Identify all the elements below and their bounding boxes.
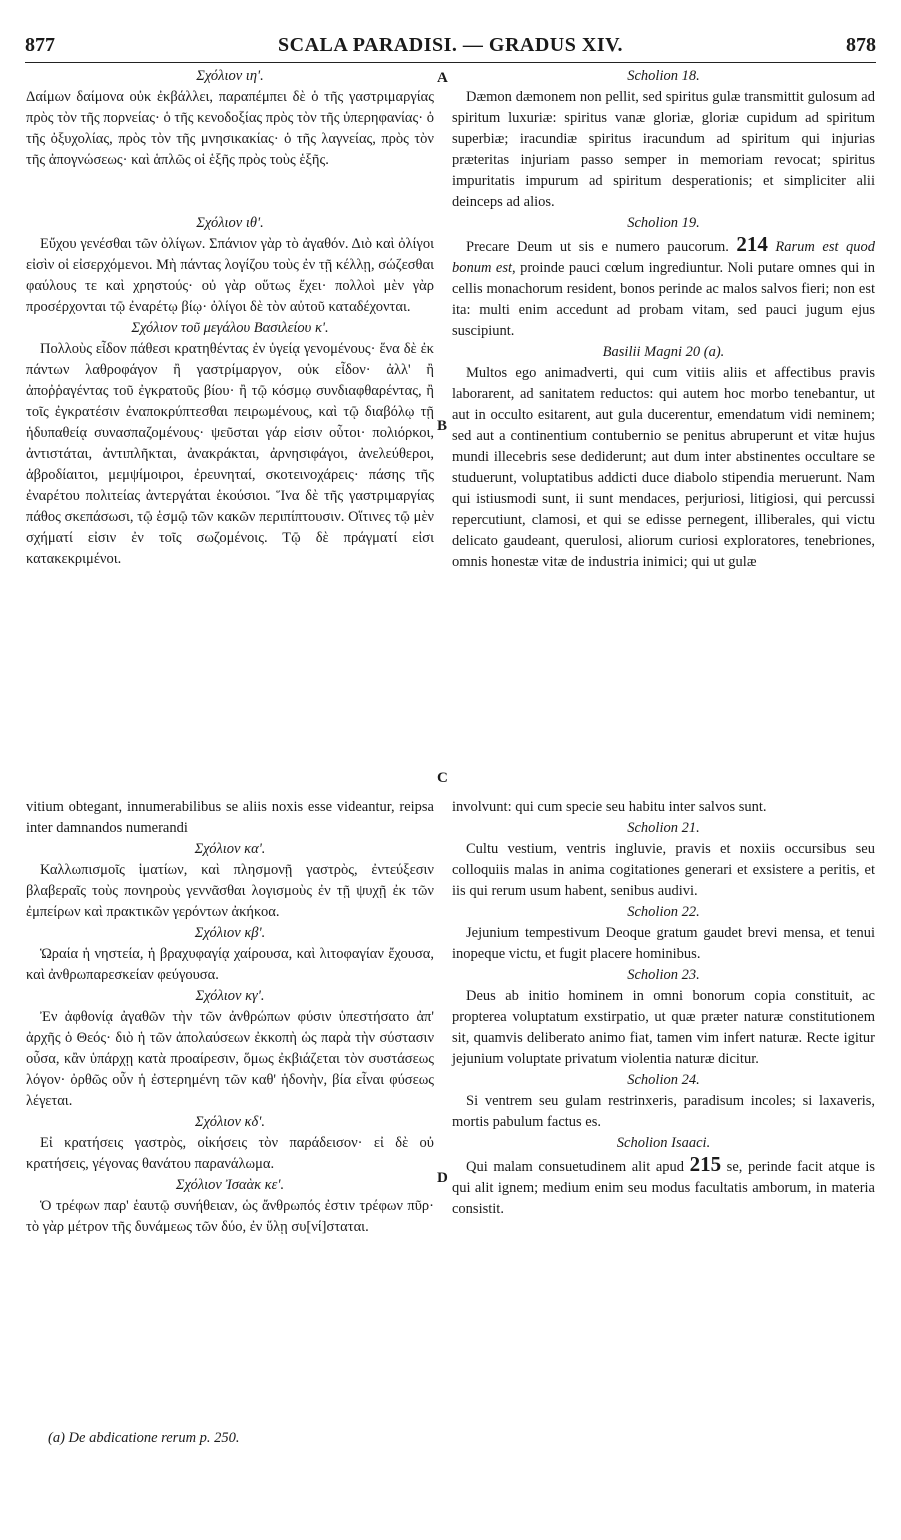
greek-scholion-20-text: Πολλοὺς εἶδον πάθεσι κρατηθέντας ἐν ὑγείᾳ γενομένους· ἕνα δὲ ἐκ πάντων λαθροφάγον ἢ γαστρίμαργον, οὐκ εἶδον· ἀλλ' ἢ ἀποῤῥαγέντας τοῦ ἐγκρατοῦς βίου· ἢ τῷ κόσμῳ συνδιαφθαρέντας, ἢ τοῖς ἐγκρατέσιν ἐναποκρύπτεσθαι πειρωμένους, καὶ τῷ διαβόλῳ τῇ ἡδυπαθείᾳ συνασπαζομένους· ψεῦσται γάρ εἰσιν οὗτοι· πολιόρκοι, ἀντιστάται, ἀντιπλῆκται, ἀνακράκται, ἀρνησιφάγοι, ἀνελεύθεροι, ἁβροδίαιτοι, μεμψίμοιροι, ἐρευνηταί, σκοτεινοχάρεις· πάσης τῆς ἐναρέτου πολιτείας ἀντεργάται ἑκούσιοι. Ἵνα δὲ τῆς γαστριμαργίας πάθος σκεπάσωσι, τῷ ἑσμῷ τῶν κακῶν περιπίπτουσιν. Οἵτινες τῷ μὲν σχήματί εἰσιν ἐν τοῖς σωζομένοις. Τῷ δὲ πράγματί εἰσι κατακεκριμένοι. — [26, 341, 434, 567]
latin-scholion-19-heading: Scholion 19. — [627, 215, 700, 231]
running-header — [25, 30, 876, 63]
latin-scholion-21-text: Cultu vestium, ventris ingluvie, pravis et noxiis occursibus seu colloquiis malas in anima cogitationes generari et exsistere a peritis, et iis qui rerum usum habent, senibus audivi. — [452, 841, 875, 899]
latin-scholion-18-text: Dæmon dæmonem non pellit, sed spiritus gulæ transmittit gulosum ad spiritum luxuriæ: spiritus vanæ gloriæ, gloriæ cupidum ad spiritum superbiæ; iracundiæ spiritus iracundum ad spiritum qui injurias præteritas injuriam passo semper in memoriam revocat; spiritus impuritatis impurum ad spiritum desperationis; et simpliciter alii deinceps ad alios. — [452, 89, 875, 210]
greek-scholion-23-text: Ἐν ἀφθονίᾳ ἀγαθῶν τὴν τῶν ἀνθρώπων φύσιν ὑπεστήσατο ἀπ' ἀρχῆς ὁ Θεός· διὸ ἡ τῶν ἀπολαύσεων ἐκκοπὴ ὡς παρὰ τὴν σύστασιν οὖσα, κἂν ὑπάρχῃ κατὰ προαίρεσιν, ὅμως ἐκβιάζεται τὸν συστάσεως λόγον· ὀρθῶς οὖν ἡ ἐστερημένη τῶν καθ' ἡδονὴν, βία εἶναι φύσεως λέγεται. — [26, 1009, 434, 1109]
greek-scholion-25-heading: Σχόλιον Ἰσαὰκ κε'. — [175, 1177, 285, 1193]
latin-scholion-23-heading: Scholion 23. — [627, 967, 700, 983]
latin-scholion-20-heading: Basilii Magni 20 (a). — [602, 344, 725, 360]
margin-letter-b: B — [437, 418, 448, 434]
latin-scholion-25-sentence: Qui malam consuetudinem alit apud — [466, 1159, 685, 1175]
margin-letter-d: D — [437, 1170, 448, 1186]
latin-scholion-25-heading: Scholion Isaaci. — [616, 1135, 711, 1151]
greek-scholion-21-heading: Σχόλιον κα'. — [194, 841, 266, 857]
greek-scholion-18-text: Δαίμων δαίμονα οὐκ ἐκβάλλει, παραπέμπει δὲ ὁ τῆς γαστριμαργίας πρὸς τὸν τῆς πορνείας· ὁ τῆς κενοδοξίας πρὸς τὸν τῆς ὑπερηφανίας· ὁ τῆς ὀξυχολίας, πρὸς τὸν τῆς μνησικακίας· ὁ τῆς λαγνείας, πρὸς τὸν τῆς ἀπογνώσεως· καὶ ἁπλῶς οἱ ἑξῆς πρὸς τοὺς ἑξῆς. — [26, 89, 434, 168]
latin-scholion-19-italic: Rarum est quod bonum est — [452, 239, 876, 276]
latin-scholion-19-text — [452, 234, 875, 342]
latin-column-upper — [452, 66, 875, 573]
greek-scholion-24-text: Εἰ κρατήσεις γαστρὸς, οἰκήσεις τὸν παράδεισον· εἰ δὲ οὐ κρατήσεις, γέγονας θανάτου παρανάλωμα. — [26, 1135, 434, 1172]
greek-scholion-20-heading: Σχόλιον τοῦ μεγάλου Βασιλείου κ'. — [131, 320, 329, 336]
greek-scholion-25-text: Ὁ τρέφων παρ' ἑαυτῷ συνήθειαν, ὡς ἄνθρωπός ἐστιν τρέφων πῦρ· τὸ γὰρ μέτρον τῆς δυνάμεως τῶν δύο, ἐν ὕλῃ συ[νί]σταται. — [26, 1198, 434, 1235]
column-number-214: 214 — [736, 232, 768, 256]
left-page-number: 877 — [25, 34, 55, 56]
greek-scholion-23-heading: Σχόλιον κγ'. — [195, 988, 265, 1004]
greek-column-upper — [26, 66, 434, 570]
greek-scholion-18-heading: Σχόλιον ιη'. — [196, 68, 264, 84]
greek-scholion-19-text: Εὔχου γενέσθαι τῶν ὀλίγων. Σπάνιον γὰρ τὸ ἀγαθόν. Διὸ καὶ ὀλίγοι εἰσὶν οἱ εἰσερχόμενοι. Μὴ πάντας λογίζου τοὺς ἐν τῇ κέλλῃ, σώζεσθαι φαύλους τε καὶ χρηστούς· οὐ γὰρ οὕτως ἔχει· πολλοὶ μὲν γὰρ προσέρχονται τῷ ἐναρέτῳ βίῳ· ὀλίγοι δὲ τὸν αὐτοῦ καταδέχονται. — [26, 236, 434, 315]
latin-scholion-19-continuation: , proinde pauci cœlum ingrediuntur. Noli putare omnes qui in cellis monachorum resident, bonos perinde ac malos salvos fieri; non est ita: multi enim accedunt ad probam vitam, sed pauci jugum ejus suscipiunt. — [452, 260, 875, 339]
latin-scholion-24-heading: Scholion 24. — [627, 1072, 700, 1088]
latin-scholion-25-text — [452, 1154, 875, 1220]
latin-scholion-18-heading: Scholion 18. — [627, 68, 700, 84]
right-page-number: 878 — [846, 34, 876, 56]
latin-scholion-25-continuation: se, perinde facit atque is qui alit ignem; medium enim seu modus facultatis amborum, in materia consistit. — [452, 1159, 875, 1217]
greek-scholion-22-heading: Σχόλιον κβ'. — [194, 925, 266, 941]
latin-scholion-20-tail: involvunt: qui cum specie seu habitu inter salvos sunt. — [452, 799, 767, 815]
latin-scholion-22-text: Jejunium tempestivum Deoque gratum gaudet brevi mensa, et tenui inopeque victu, et fugit placere hominibus. — [452, 925, 875, 962]
greek-column-lower — [26, 797, 434, 1238]
column-number-215: 215 — [689, 1152, 722, 1176]
latin-scholion-22-heading: Scholion 22. — [627, 904, 700, 920]
latin-scholion-19-sentence: Precare Deum ut sis e numero paucorum. — [466, 239, 729, 255]
margin-letter-a: A — [437, 70, 448, 86]
greek-scholion-19-heading: Σχόλιον ιθ'. — [196, 215, 264, 231]
margin-letter-c: C — [437, 770, 448, 786]
greek-scholion-24-heading: Σχόλιον κδ'. — [195, 1114, 265, 1130]
running-title: SCALA PARADISI. — GRADUS XIV. — [278, 34, 623, 56]
latin-scholion-21-heading: Scholion 21. — [627, 820, 700, 836]
latin-fullwidth-line: vitium obtegant, innumerabilibus se aliis noxis esse videantur, reipsa inter damnandos numerandi — [26, 799, 434, 836]
latin-column-lower — [452, 797, 875, 1220]
latin-scholion-20-text: Multos ego animadverti, qui cum vitiis aliis et affectibus pravis laborarent, ad sanitatem reductos: qui autem hoc morbo tenebantur, ut aut in occulto esitarent, aut gula ducerentur, emendatum vidi neminem; sed aut a continentium contubernio se penitus abruperunt et vitæ hujus mundi illecebris sese dediderunt; aut dum inter abstinentes occultare se studuerunt, voluptatibus addicti duce diabolo stipendia meruerunt. Nam qui istiusmodi sunt, ii sunt mendaces, perjuriosi, litigiosi, qui percussi repercutiunt, clamosi, et qui se edisse pernegent, illiberales, qui victu delicato gaudeant, querulosi, aliorum curiosi exploratores, tenebriones, omnis honestæ vitæ de industria inimici; qui ut gulæ — [452, 365, 875, 570]
greek-scholion-21-text: Καλλωπισμοῖς ἱματίων, καὶ πλησμονῇ γαστρὸς, ἐντεύξεσιν βλαβεραῖς τοὺς πονηροὺς γεννᾶσθαι λογισμοὺς ἐν τῇ ψυχῇ ἐκ τῶν ἐμπείρων καὶ πρακτικῶν γερόντων ἀκήκοα. — [26, 862, 434, 920]
greek-scholion-22-text: Ὡραία ἡ νηστεία, ἡ βραχυφαγίᾳ χαίρουσα, καὶ λιτοφαγίαν ἔχουσα, καὶ ἀνθρωπαρεσκείαν φεύγουσα. — [26, 946, 434, 983]
latin-scholion-23-text: Deus ab initio hominem in omni bonorum copia constituit, ac propterea voluptatum exstirpatio, ut quæ præter naturæ constitutionem sit, quamvis deliberato animo fiat, tamen vim infert naturæ. Recte igitur jejunium voluptate privatum violentia naturæ dicitur. — [452, 988, 875, 1067]
footnote: (a) De abdicatione rerum p. 250. — [48, 1430, 240, 1446]
latin-scholion-24-text: Si ventrem seu gulam restrinxeris, paradisum incoles; si laxaveris, mortis pabulum factus es. — [452, 1093, 875, 1130]
